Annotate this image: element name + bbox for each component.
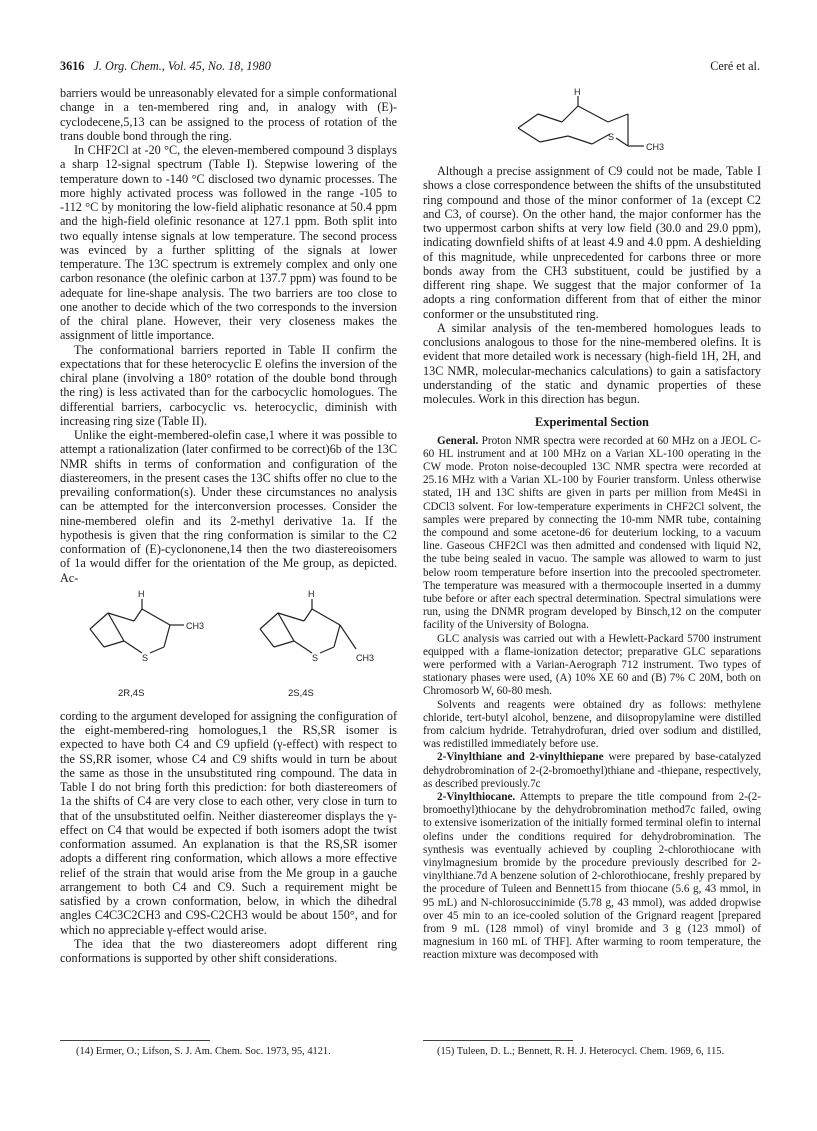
crown-ch3-label: CH3 [646, 142, 665, 152]
experimental-general [423, 435, 761, 633]
left-footnote-rule [60, 1040, 210, 1041]
struct-b-sulfur-label: S [312, 652, 319, 663]
struct-b-h-label: H [308, 588, 315, 599]
structure-2r4s-drawing [80, 588, 205, 683]
crown-h-label: H [574, 87, 581, 97]
header-left [60, 59, 271, 74]
vinylthiane-text: were prepared by base-catalyzed dehydrobromination of 2-(2-bromoethyl)thiane and -thiepane, respectively, as described previously.7c [423, 751, 761, 790]
experimental-glc: GLC analysis was carried out with a Hewlett-Packard 5700 instrument equipped with a flame-ionization detector; preparative GLC separations were performed with a Varian-Aerograph 712 instrument. Two types of stationary phases were used, (A) 10% XE 60 and (B) 7% C 20M, both on Chromosorb W, 60-80 mesh. [423, 632, 761, 698]
right-footnote-rule [423, 1040, 573, 1041]
crown-conformation-drawing [510, 88, 670, 160]
crown-conformation-structure [510, 88, 670, 160]
left-column [60, 86, 397, 965]
vinylthiocane-text: Attempts to prepare the title compound from 2-(2-bromoethyl)thiocane by the dehydrobromination method7c failed, owing to extensive isomerization of the initially formed terminal olefin to internal olefins under the conditions required for dehydrobromination. The synthesis was eventually achieved by coupling 2-chlorothiocane with vinylmagnesium bromide by the procedure previously described for 2-vinylthiane.7d A benzene solution of 2-chlorothiocane, freshly prepared by the procedure of Tuleen and Bennett15 from thiocane (5.6 g, 43 mmol, in 95 mL) and N-chlorosuccinimide (5.78 g, 43 mmol), was added dropwise over 45 min to an ice-cooled solution of the Grignard reagent [prepared from 9 mL (128 mmol) of vinyl bromide and 3 g (123 mmol) of magnesium in 160 mL of THF]. After warming to room temperature, the reaction mixture was decomposed with [423, 790, 761, 962]
experimental-vinylthiane [423, 751, 761, 791]
struct-a-ch3-label: CH3 [186, 620, 205, 631]
experimental-vinylthiocane [423, 791, 761, 963]
left-paragraph-5: cording to the argument developed for assigning the configuration of the eight-membered-ring homologues,1 the RS,SR isomer is expected to have both C4 and C9 upfield (γ-effect) with respect to the SS,RR isomer, whose C4 and C9 shifts would in turn be about the same as those in the unsubstituted ring compound. The data in Table I do not bring forth this prediction: for both diastereomers of 1a the shifts of C4 are very close to each other, very close in turn to that of the unsubstituted oelfin. Neither diastereomer displays the γ-effect on C4 that would be expected if both isomers adopt the twist conformation assumed. An explanation is that the RS,SR isomer adopts a different ring conformation, which allows a more effective relief of the strain that would arise from the Me group in a gauche arrangement to both C4 and C9. Such a requirement might be satisfied by a crown conformation, below, in which the dihedral angles C4C3C2CH3 and C9S-C2CH3 would be about 150°, and for which no appreciable γ-effect would arise. [60, 708, 397, 937]
diastereomer-structures [60, 588, 397, 703]
experimental-solvents: Solvents and reagents were obtained dry as follows: methylene chloride, tert-butyl alcohol, benzene, and diisopropylamine were distilled from calcium hydride. Tetrahydrofuran, dried over sodium and distilled, was redistilled immediately before use. [423, 698, 761, 751]
vinylthiane-heading: 2-Vinylthiane and 2-vinylthiepane [437, 751, 604, 764]
general-heading: General. [437, 434, 479, 447]
left-footnote: (14) Ermer, O.; Lifson, S. J. Am. Chem. Soc. 1973, 95, 4121. [76, 1046, 331, 1057]
left-paragraph-6: The idea that the two diastereomers adopt different ring conformations is supported by other shift considerations. [60, 936, 397, 965]
structure-2s4s [250, 588, 390, 699]
struct-b-ch3-label: CH3 [356, 652, 375, 663]
page-number: 3616 [60, 59, 85, 73]
experimental-section-body [423, 435, 761, 963]
left-paragraph-3: The conformational barriers reported in Table II confirm the expectations that for these heterocyclic E olefins the inversion of the chiral plane (involving a 180° rotation of the double bond through the ring) is less activated than for the carbocyclic homologues. The differential barriers, carbocyclic vs. heterocyclic, diminish with increasing ring size (Table II). [60, 342, 397, 428]
struct-a-h-label: H [138, 588, 145, 599]
structure-2r4s [80, 588, 205, 699]
author-names: Ceré et al. [710, 59, 760, 73]
vinylthiocane-heading: 2-Vinylthiocane. [437, 790, 516, 803]
journal-citation: J. Org. Chem., Vol. 45, No. 18, 1980 [93, 59, 271, 73]
left-paragraph-1: barriers would be unreasonably elevated for a simple conformational change in a ten-membered ring and, in analogy with (E)-cyclodecene,5,13 can be assigned to the process of rotation of the trans double bond through the ring. [60, 86, 397, 143]
struct-a-caption: 2R,4S [118, 687, 145, 699]
general-text: Proton NMR spectra were recorded at 60 MHz on a JEOL C-60 HL instrument and at 100 MHz on a Varian XL-100 operating in the CW mode. Proton noise-decoupled 13C NMR spectra were recorded at 25.16 MHz with a Varian XL-100 by Fourier transform. Unless otherwise stated, 1H and 13C shifts are given in parts per million from Me4Si in CDCl3 solvent. For low-temperature experiments in CHF2Cl solvent, the samples were prepared by connecting the 10-mm NMR tube, containing the compound and some acetone-d6 for deuterium locking, to a vacuum line. Gaseous CHF2Cl was then admitted and condensed with liquid N2, the tube being sealed in vacuo. The sample was allowed to warm to just below room temperature before insertion into the precooled spectrometer. The temperature was measured with a thermocouple inserted in a dummy tube before or after each spectral determination. Spectral simulations were run, using the DNMR program developed by Binsch,12 on the computer facility of the University of Bologna. [423, 434, 761, 632]
left-paragraph-4: Unlike the eight-membered-olefin case,1 where it was possible to attempt a rationalization (later confirmed to be correct)6b of the 13C NMR shifts in terms of conformation and configuration of the diastereomers, in the present cases the 13C shifts offer no clue to the prevailing conformation(s). Under these circumstances no analysis can be attempted for the interconversion processes. Consider the nine-membered olefin and its 2-methyl derivative 1a. If the hypothesis is given that the ring conformation is similar to the C2 conformation of (E)-cyclononene,14 then the two diastereoisomers of 1a would differ for the orientation of the Me group, as depicted. Ac- [60, 428, 397, 585]
structure-2s4s-drawing [250, 588, 390, 683]
crown-sulfur-label: S [608, 132, 615, 142]
right-footnote: (15) Tuleen, D. L.; Bennett, R. H. J. Heterocycl. Chem. 1969, 6, 115. [437, 1046, 725, 1057]
experimental-section-title: Experimental Section [535, 415, 649, 430]
struct-b-caption: 2S,4S [288, 687, 314, 699]
right-paragraph-2: A similar analysis of the ten-membered homologues leads to conclusions analogous to those for the nine-membered olefins. It is evident that more detailed work is necessary (high-field 1H, 2H, and 13C NMR, molecular-mechanics calculations) to gain a satisfactory understanding of the static and dynamic properties of these molecules. Work in this direction has begun. [423, 320, 761, 406]
left-paragraph-2: In CHF2Cl at -20 °C, the eleven-membered compound 3 displays a sharp 12-signal spectrum (Table I). Stepwise lowering of the temperature down to -140 °C disclosed two dynamic processes. The more highly activated process was followed in the range -105 to -112 °C by monitoring the low-field aliphatic resonance at 50.4 ppm and the high-field olefinic resonance at 127.1 ppm. Both split into two equally intense signals at low temperature. The second process was evinced by a further splitting of the signals at lower temperature. The 13C spectrum is extremely complex and only one carbon resonance (the olefinic carbon at 137.7 ppm) was found to be adequate for line-shape analysis. The two barriers are too close to one another to decide which of the two corresponds to the inversion of the chiral plane. However, their very closeness makes the assignment of little importance. [60, 143, 397, 343]
struct-a-sulfur-label: S [142, 652, 149, 663]
right-paragraph-1: Although a precise assignment of C9 could not be made, Table I shows a close correspondence between the shifts of the unsubstituted ring compound and those of the minor conformer of 1a (except C2 and C3, of course). On the other hand, the major conformer has the two uppermost carbon shifts at very low field (30.0 and 29.0 ppm), indicating downfield shifts of at least 4.9 and 4.0 ppm. A deshielding of this magnitude, while unprecedented for carbons three or more bonds away from the CH3 substituent, could be justified by a different ring shape. We suggest that the major conformer of 1a adopts a ring conformation different from that of either the minor conformer or the unsubstituted ring. [423, 164, 761, 321]
running-header [60, 59, 760, 75]
right-column [423, 164, 761, 963]
